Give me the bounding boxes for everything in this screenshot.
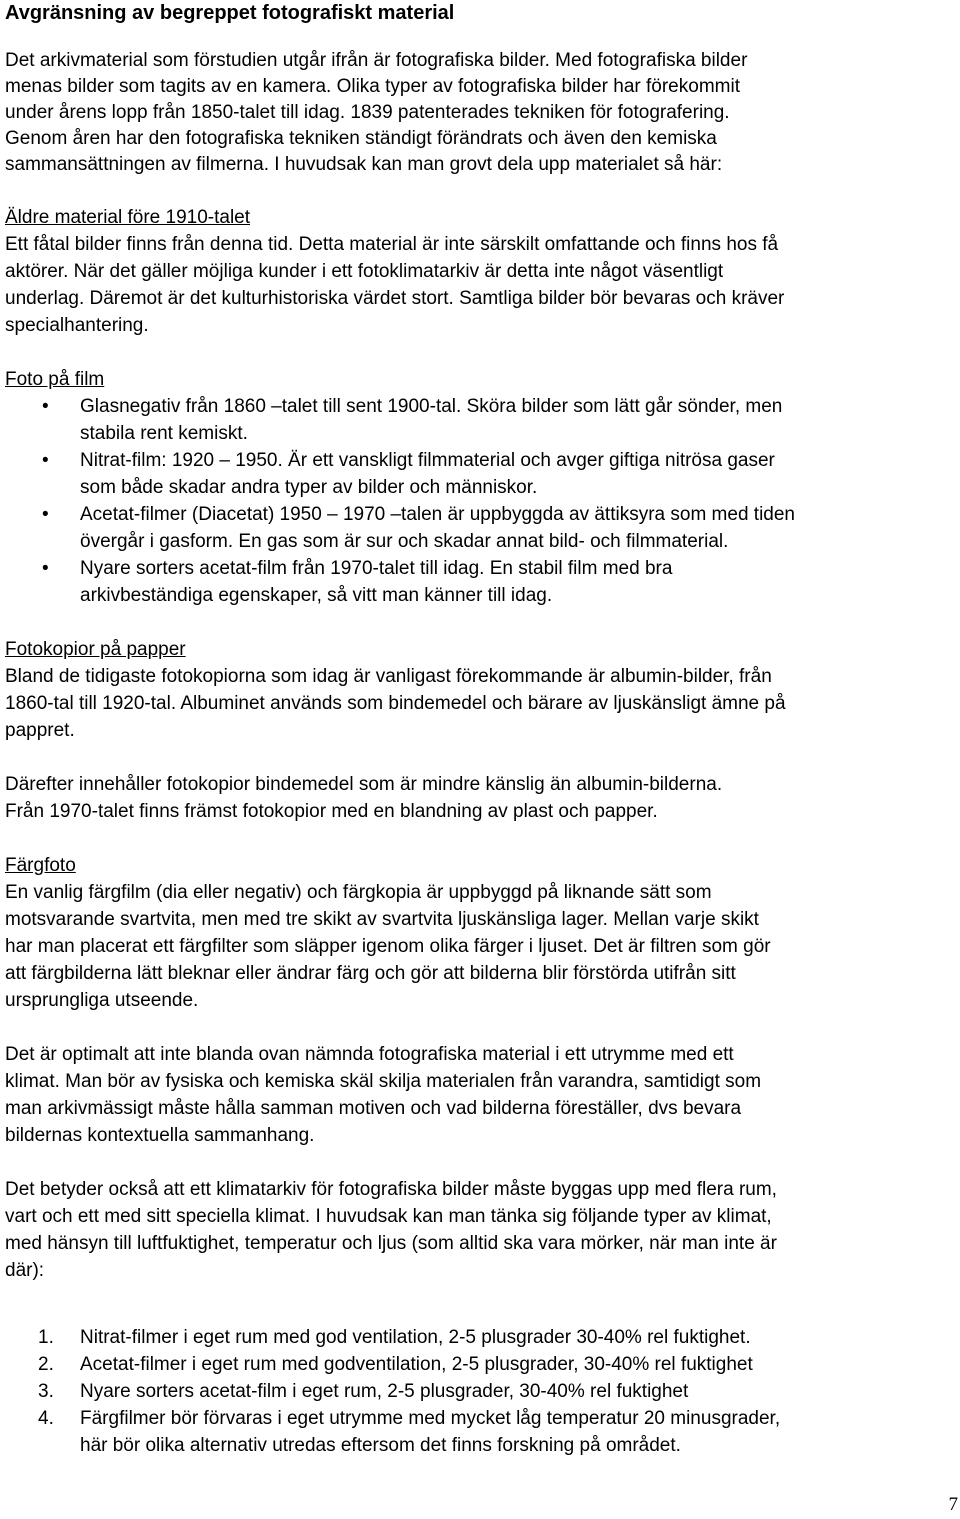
list-item <box>5 1324 957 1351</box>
climate-type-list <box>5 1324 957 1459</box>
section-heading: Fotokopior på papper <box>5 639 186 660</box>
text-line: Acetat-filmer (Diacetat) 1950 – 1970 –talen är uppbyggda av ättiksyra som med tiden <box>80 504 795 525</box>
text-line: Nyare sorters acetat-film i eget rum, 2-5 plusgrader, 30-40% rel fuktighet <box>80 1381 689 1402</box>
section-heading: Äldre material före 1910-talet <box>5 207 251 228</box>
bullet-icon: • <box>42 450 49 471</box>
list-item <box>5 1378 957 1405</box>
section-foto-pa-film <box>5 366 957 609</box>
text-line: Nyare sorters acetat-film från 1970-talet till idag. En stabil film med bra <box>80 558 673 579</box>
text-line: där): <box>5 1260 45 1281</box>
section-fotokopior <box>5 636 957 825</box>
page-number: 7 <box>948 1494 958 1515</box>
list-item <box>5 1405 957 1459</box>
optimal-paragraph <box>5 1041 957 1149</box>
list-item <box>5 393 957 447</box>
list-number: 4. <box>38 1408 54 1429</box>
list-item <box>5 1351 957 1378</box>
bullet-icon: • <box>42 396 49 417</box>
film-type-list <box>5 393 957 609</box>
document-title: Avgränsning av begreppet fotografiskt material <box>5 2 455 24</box>
text-line: aktörer. När det gäller möjliga kunder i ett fotoklimatarkiv är detta inte något väsentligt <box>5 261 724 282</box>
text-line: arkivbeständiga egenskaper, så vitt man känner till idag. <box>80 585 553 606</box>
text-line: Det är optimalt att inte blanda ovan nämnda fotografiska material i ett utrymme med ett <box>5 1044 734 1065</box>
section-heading: Färgfoto <box>5 855 76 876</box>
text-line: motsvarande svartvita, men med tre skikt av svartvita ljuskänsliga lager. Mellan varje skikt <box>5 909 759 930</box>
text-line: klimat. Man bör av fysiska och kemiska skäl skilja materialen från varandra, samtidigt som <box>5 1071 762 1092</box>
section-aldre-material <box>5 204 957 339</box>
text-line: Ett fåtal bilder finns från denna tid. Detta material är inte särskilt omfattande och finns hos få <box>5 234 779 255</box>
text-line: Det arkivmaterial som förstudien utgår ifrån är fotografiska bilder. Med fotografiska bilder <box>5 50 748 71</box>
text-line: ursprungliga utseende. <box>5 990 199 1011</box>
text-line: här bör olika alternativ utredas eftersom det finns forskning på området. <box>80 1435 681 1456</box>
bullet-icon: • <box>42 558 49 579</box>
text-line: sammansättningen av filmerna. I huvudsak kan man grovt dela upp materialet så här: <box>5 154 723 175</box>
text-line: Det betyder också att ett klimatarkiv för fotografiska bilder måste byggas upp med flera rum, <box>5 1179 777 1200</box>
text-line: bildernas kontextuella sammanhang. <box>5 1125 315 1146</box>
text-line: Färgfilmer bör förvaras i eget utrymme med mycket låg temperatur 20 minusgrader, <box>80 1408 781 1429</box>
list-item <box>5 447 957 501</box>
text-line: pappret. <box>5 720 75 741</box>
text-line: Glasnegativ från 1860 –talet till sent 1900-tal. Sköra bilder som lätt går sönder, men <box>80 396 783 417</box>
text-line: 1860-tal till 1920-tal. Albuminet används som bindemedel och bärare av ljuskänsligt ämne på <box>5 693 786 714</box>
intro-paragraph <box>5 48 957 178</box>
paragraph <box>5 771 957 825</box>
text-line: Genom åren har den fotografiska tekniken ständigt förändrats och även den kemiska <box>5 128 717 149</box>
list-item <box>5 555 957 609</box>
list-number: 3. <box>38 1381 54 1402</box>
text-line: med hänsyn till luftfuktighet, temperatur och ljus (som alltid ska vara mörker, när man inte är <box>5 1233 777 1254</box>
text-line: stabila rent kemiskt. <box>80 423 248 444</box>
bullet-icon: • <box>42 504 49 525</box>
text-line: underlag. Däremot är det kulturhistoriska värdet stort. Samtliga bilder bör bevaras och kräver <box>5 288 785 309</box>
text-line: Acetat-filmer i eget rum med godventilation, 2-5 plusgrader, 30-40% rel fuktighet <box>80 1354 753 1375</box>
text-line: vart och ett med sitt speciella klimat. I huvudsak kan man tänka sig följande typer av klimat, <box>5 1206 772 1227</box>
text-line: att färgbilderna lätt bleknar eller ändrar färg och gör att bilderna blir förstörda utifrån sitt <box>5 963 736 984</box>
text-line: man arkivmässigt måste hålla samman motiven och vad bilderna föreställer, dvs bevara <box>5 1098 742 1119</box>
text-line: som både skadar andra typer av bilder och människor. <box>80 477 538 498</box>
document-page <box>5 0 957 1459</box>
list-item <box>5 501 957 555</box>
text-line: En vanlig färgfilm (dia eller negativ) och färgkopia är uppbyggd på liknande sätt som <box>5 882 712 903</box>
section-heading: Foto på film <box>5 369 105 390</box>
text-line: Därefter innehåller fotokopior bindemedel som är mindre känslig än albumin-bilderna. <box>5 774 723 795</box>
text-line: specialhantering. <box>5 315 149 336</box>
text-line: övergår i gasform. En gas som är sur och skadar annat bild- och filmmaterial. <box>80 531 729 552</box>
list-number: 2. <box>38 1354 54 1375</box>
section-fargfoto <box>5 852 957 1014</box>
text-line: under årens lopp från 1850-talet till idag. 1839 patenterades tekniken för fotografering. <box>5 102 730 123</box>
text-line: Nitrat-film: 1920 – 1950. Är ett vanskligt filmmaterial och avger giftiga nitrösa gaser <box>80 450 775 471</box>
text-line: menas bilder som tagits av en kamera. Olika typer av fotografiska bilder har förekommit <box>5 76 740 97</box>
klimatarkiv-paragraph <box>5 1176 957 1284</box>
text-line: har man placerat ett färgfilter som släpper igenom olika färger i ljuset. Det är filtren som gör <box>5 936 771 957</box>
text-line: Bland de tidigaste fotokopiorna som idag är vanligast förekommande är albumin-bilder, från <box>5 666 772 687</box>
list-number: 1. <box>38 1327 54 1348</box>
text-line: Från 1970-talet finns främst fotokopior med en blandning av plast och papper. <box>5 801 658 822</box>
text-line: Nitrat-filmer i eget rum med god ventilation, 2-5 plusgrader 30-40% rel fuktighet. <box>80 1327 751 1348</box>
